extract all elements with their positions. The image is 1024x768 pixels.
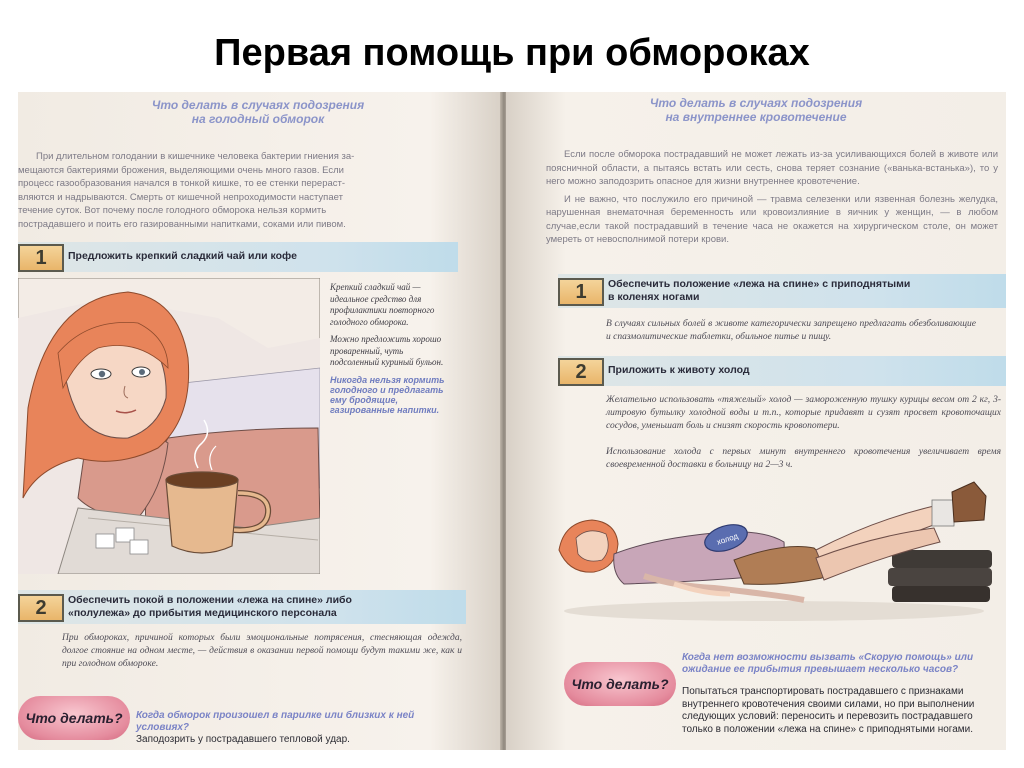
- what-to-do-badge: Что делать?: [564, 662, 676, 706]
- right-question: Когда нет возможности вызвать «Скорую помощь» или ожидание ее прибытия превышает несколько часов?: [682, 652, 974, 675]
- lying-patient-illustration: [554, 476, 1004, 626]
- side-notes: [330, 282, 452, 421]
- right-step-2-paragraph-1: Желательно использовать «тяжелый» холод — замороженную тушку курицы весом от 2 кг, 3-литровую бутылку холодной воды и т.п., которые придавят и сузят просвет кровоточащих сосудов, уменьшат боль и снизят скорость кровопотери.: [606, 395, 1001, 431]
- left-heading-line1: Что делать в случаях подозрения: [151, 98, 365, 112]
- right-heading-line1: Что делать в случаях подозрения: [649, 96, 863, 110]
- left-step-2: [18, 590, 466, 624]
- what-to-do-badge: Что делать?: [18, 696, 130, 740]
- right-answer: Попытаться транспортировать пострадавшего с признаками внутреннего кровотечения своими силами, но при выполнении следующих условий: переносить и перевозить пострадавшего только в положении «лежа на спине» с приподнятыми ногами.: [682, 686, 975, 735]
- left-heading-line2: на голодный обморок: [191, 112, 325, 126]
- right-step-2-text: Приложить к животу холод: [608, 364, 750, 376]
- side-note-1: Крепкий сладкий чай — идеальное средство для профилактики повторного голодного обморока.: [330, 282, 435, 327]
- woman-with-tea-illustration: [18, 278, 320, 574]
- right-step-1-text: [608, 278, 910, 304]
- side-note-3: Никогда нельзя кормить голодного и предлагать ему бродящие, газированные напитки.: [330, 374, 445, 415]
- intro-line: мещаются бактериями брожения, выделяющими очень много газов. Если: [18, 164, 344, 176]
- right-intro-paragraph: [546, 148, 998, 251]
- left-answer: Заподозрить у пострадавшего тепловой удар.: [136, 734, 350, 745]
- left-step-2-paragraph: При обмороках, причиной которых были эмоциональные потрясения, стесняющая одежда, долгое стояние на одном месте, — действия в оказании первой помощи будут такими же, как и при голодном обмороке.: [62, 633, 462, 669]
- step-number: 1: [18, 244, 64, 272]
- right-heading-line2: на внутреннее кровотечение: [665, 110, 847, 124]
- right-page: [506, 92, 1006, 750]
- intro-line: процесс газообразования начался в тонкой кишке, то ее стенки перераст-: [18, 178, 346, 189]
- intro-line: пострадавшего и поить его газированными напитками, соками или пивом.: [18, 218, 346, 230]
- right-step-1-line2: в коленях ногами: [608, 291, 700, 303]
- step-2-line1: Обеспечить покой в положении «лежа на спине» либо: [68, 594, 352, 606]
- left-page: [18, 92, 502, 750]
- intro-line: При длительном голодании в кишечнике человека бактерии гниения за-: [36, 151, 355, 162]
- open-book: [18, 92, 1006, 750]
- right-step-1-line1: Обеспечить положение «лежа на спине» с приподнятыми: [608, 278, 911, 290]
- right-intro-p1: Если после обморока пострадавший не может лежать из-за усиливающихся болей в животе или поясничной области, а пытаясь встать или сесть, снова теряет сознание («ванька-встанька»), то у него можно заподозрить опасное для жизни внутреннее кровотечение.: [546, 149, 998, 187]
- step-number: 2: [18, 594, 64, 622]
- left-step-1: [18, 242, 458, 272]
- right-step-1-paragraph: В случаях сильных болей в животе категорически запрещено предлагать обезболивающие и спазмолитические таблетки, обильное питье и пищу.: [606, 319, 976, 342]
- step-2-line2: «полулежа» до прибытия медицинского персонала: [68, 607, 337, 619]
- intro-line: течение суток. Вот почему после голодного обморока нельзя кормить: [18, 205, 327, 216]
- step-2-text: [68, 594, 352, 620]
- right-intro-p2: И не важно, что послужило его причиной — травма селезенки или язвенная болезнь желудка, нарушенная внематочная беременность или кровоизлияние в яичник у женщин, — в любом случае,если такой пострадавший в течение часа не окажется на хирургическом столе, он может умереть от невосполнимой потери крови.: [546, 193, 998, 245]
- right-step-2-paragraph-2: Использование холода с первых минут внутреннего кровотечения увеличивает время своевременной доставки в больницу на 2—3 ч.: [606, 447, 1001, 470]
- step-number: 1: [558, 278, 604, 306]
- step-1-text: Предложить крепкий сладкий чай или кофе: [68, 250, 297, 262]
- side-note-2: Можно предложить хорошо проваренный, чуть подсоленный куриный бульон.: [330, 334, 444, 367]
- right-step-2: [558, 356, 1006, 386]
- left-question: Когда обморок произошел в парилке или близких к ней условиях?: [136, 710, 415, 733]
- slide-title: Первая помощь при обмороках: [214, 32, 810, 74]
- ice-pack-label: холод: [715, 531, 740, 547]
- left-intro-paragraph: [18, 150, 466, 231]
- right-section-heading: [546, 96, 966, 124]
- left-section-heading: [58, 98, 458, 126]
- step-number: 2: [558, 358, 604, 386]
- right-step-1: [558, 274, 1006, 308]
- intro-line: вляются и надрываются. Смерть от кишечной непроходимости наступает: [18, 191, 343, 203]
